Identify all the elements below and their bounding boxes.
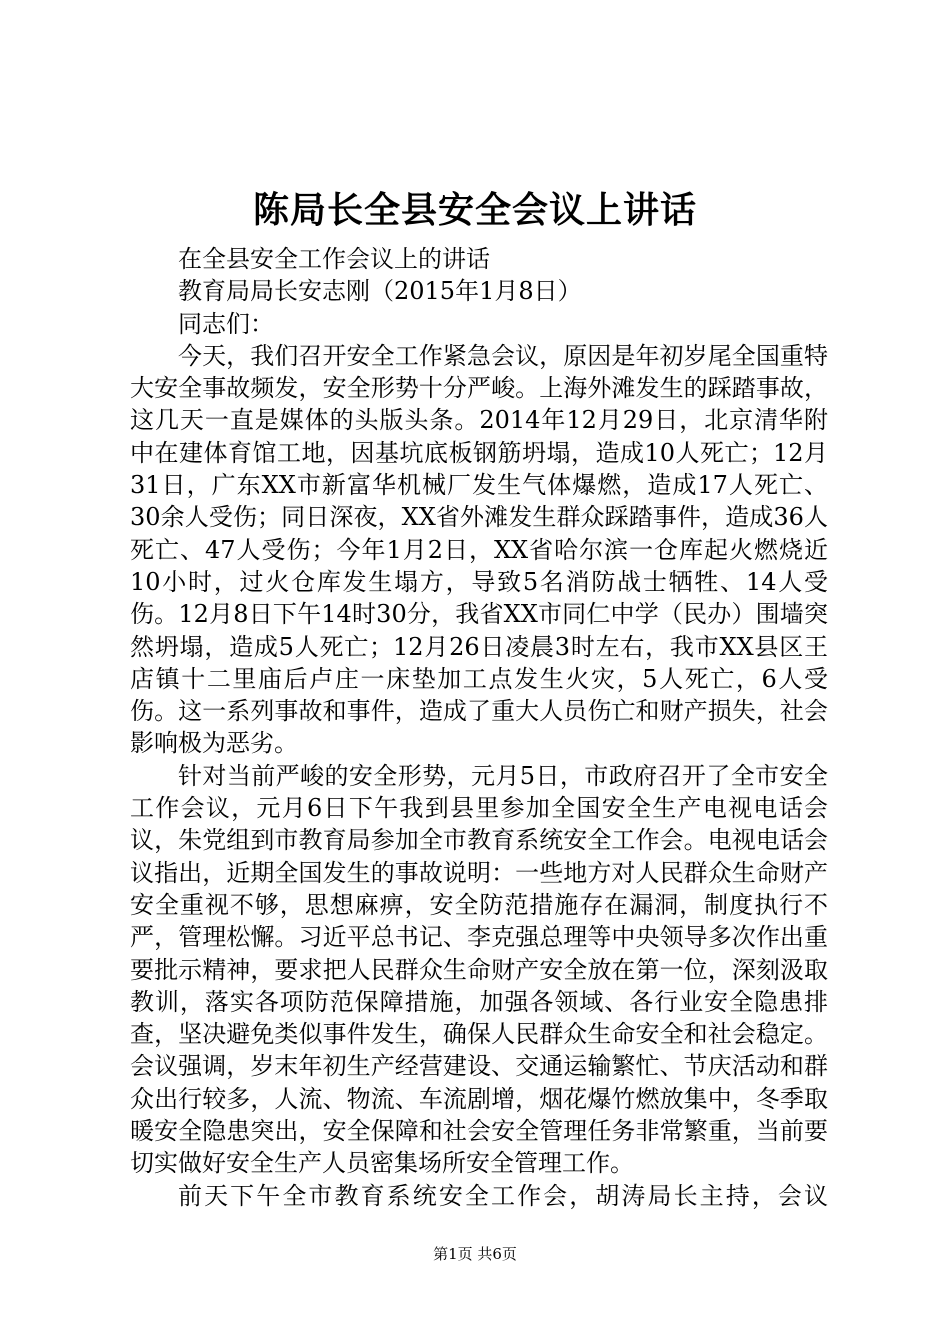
page-footer: 第1页 共6页: [433, 1245, 517, 1263]
speech-byline: 教育局局长安志刚（2015年1月8日）: [178, 277, 582, 306]
paragraph: 前天下午全市教育系统安全工作会，胡涛局长主持，会议: [178, 1181, 828, 1210]
document-body: [130, 243, 828, 1212]
salutation: 同志们：: [178, 309, 274, 338]
speech-subtitle: 在全县安全工作会议上的讲话: [178, 245, 490, 273]
document-title: 陈局长全县安全会议上讲话: [252, 189, 697, 231]
paragraph: 针对当前严峻的安全形势，元月5日，市政府召开了全市安全工作会议，元月6日下午我到县里参加全国安全生产电视电话会议，朱党组到市教育局参加全市教育系统安全工作会。电视电话会议指出，近期全国发生的事故说明：一些地方对人民群众生命财产安全重视不够，思想麻痹，安全防范措施存在漏洞，制度执行不严，管理松懈。习近平总书记、李克强总理等中央领导多次作出重要批示精神，要求把人民群众生命财产安全放在第一位，深刻汲取教训，落实各项防范保障措施，加强各领域、各行业安全隐患排查，坚决避免类似事件发生，确保人民群众生命安全和社会稳定。会议强调，岁末年初生产经营建设、交通运输繁忙、节庆活动和群众出行较多，人流、物流、车流剧增，烟花爆竹燃放集中，冬季取暖安全隐患突出，安全保障和社会安全管理任务非常繁重，当前要切实做好安全生产人员密集场所安全管理工作。: [130, 761, 828, 1178]
paragraph: 今天，我们召开安全工作紧急会议，原因是年初岁尾全国重特大安全事故频发，安全形势十分严峻。上海外滩发生的踩踏事故，这几天一直是媒体的头版头条。2014年12月29日，北京清华附中在建体育馆工地，因基坑底板钢筋坍塌，造成10人死亡；12月31日，广东XX市新富华机械厂发生气体爆燃，造成17人死亡、30余人受伤；同日深夜，XX省外滩发生群众踩踏事件，造成36人死亡、47人受伤；今年1月2日，XX省哈尔滨一仓库起火燃烧近10小时，过火仓库发生塌方，导致5名消防战士牺牲、14人受伤。12月8日下午14时30分，我省XX市同仁中学（民办）围墙突然坍塌，造成5人死亡；12月26日凌晨3时左右，我市XX县区王店镇十二里庙后卢庄一床垫加工点发生火灾，5人死亡，6人受伤。这一系列事故和事件，造成了重大人员伤亡和财产损失，社会影响极为恶劣。: [130, 341, 828, 758]
